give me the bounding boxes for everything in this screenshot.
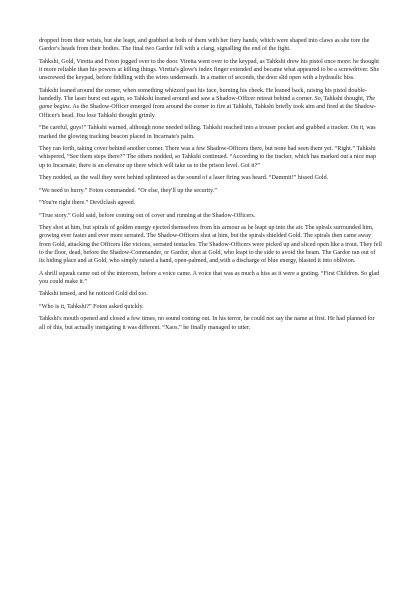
paragraph: Tahkshi tensed, and he noticed Gold did too. [39, 291, 148, 298]
paragraph: “True story.” Gold said, before coming out of cover and running at the Shadow-Officers. [39, 212, 256, 219]
paragraph: “Be careful, guys!” Tahkshi warned, although none needed telling. Tahkshi reached into a trouser pocket and grabbed a tracker. On it, was marked the glowing tracking beacon placed in Incarnate's palm. [39, 125, 376, 140]
text-run: . As the Shadow-Officer emerged from around the corner to fire at Tahkshi, Tahkshi briefly took aim and fired at the Shadow-Officer's head. [39, 104, 377, 119]
paragraph: They nodded, as the wall they were behind splintered as the sound of a laser firing was heard. “Dammit!” hissed Gold. [39, 175, 329, 182]
paragraph: Tahkshi's mouth opened and closed a few times, no sound coming out. In his terror, he could not say the name at first. He had planned for all of this, but actually instigating it was different. “Xaos.” he finally managed to utter. [39, 316, 375, 331]
text-run: , Tahkshi thought, [320, 96, 366, 103]
italic-run: The game begins [39, 96, 376, 111]
paragraph: “You're right there.” Devilclash agreed. [39, 200, 136, 207]
paragraph: dropped from their wrists, but she leapt, and grabbed at both of them with her fiery hands, which were shaped into claws as she tore the Gardor's heads from their bodies. The final two Gardor fell with a clang, signalling the end of the fight. [39, 38, 370, 53]
paragraph: They ran forth, taking cover behind another corner. There was a few Shadow-Officers there, but none had seen them yet. “Right.” Tahkshi whispered, “See them steps there?” The others nodded, so Tahkshi continued. “According to the tracker, which has marked out a nice map up to Incarnate, there is an elevator up there which will take us to the prison level. Got it?” [39, 146, 377, 169]
text-run: Tahkshi thought grimly. [96, 112, 156, 119]
italic-run: You lose [76, 112, 97, 119]
text-run: Tahkshi leaned around the corner, when something whizzed past his face, burning his cheek. He leaned back, raising his pistol double-handedly. The laser burst out again, so Tahkshi leaned around and saw a Shadow-Officer retreat behind a corner. [39, 87, 367, 103]
paragraph: They shot at him, but spirals of golden energy ejected themselves from his armour as he leapt up into the air. The spirals surrounded him, growing ever faster and ever more serrated. The Shadow-Officers shot at him, but the spirals shielded Gold. The spirals then came away from Gold, attacking the Officers like vicious, serrated tentacles. The Shadow-Officers were picked up and sliced open like a trout. They fell to the floor, dead, before the Shadow-Commander, or Gardor, shot at Gold, who leapt to the side to avoid the beam. The Gardor ran out of its hiding place and at Gold, who simply raised a hand, open-palmed, and,with a discharge of blue energy, blasted it into oblivion. [39, 225, 382, 265]
paragraph: “We need to hurry.” Foton commanded. “Or else, they'll up the security.” [39, 187, 217, 194]
paragraph: “Who is it, Tahkshi?” Foton asked quickly. [39, 303, 144, 310]
paragraph [39, 87, 382, 120]
paragraph: Tahkshi, Gold, Viretta and Foton jogged over to the door. Viretta went over to the keypad, as Tahkshi drew his pistol once more: he thought it more reliable than his powers at killing things. Viretta's glove's index finger extended and became what appeared to be a screwdriver. She unscrewed the keypad, before fiddling with the wires underneath. In a matter of seconds, the door slid open with a hydraulic hiss. [39, 58, 380, 82]
italic-run: So [314, 96, 321, 103]
paragraph: A shrill squeak came out of the intercom, before a voice came. A voice that was as much a hiss as it were a grating. “First Children. So glad you could make it.” [39, 270, 380, 285]
